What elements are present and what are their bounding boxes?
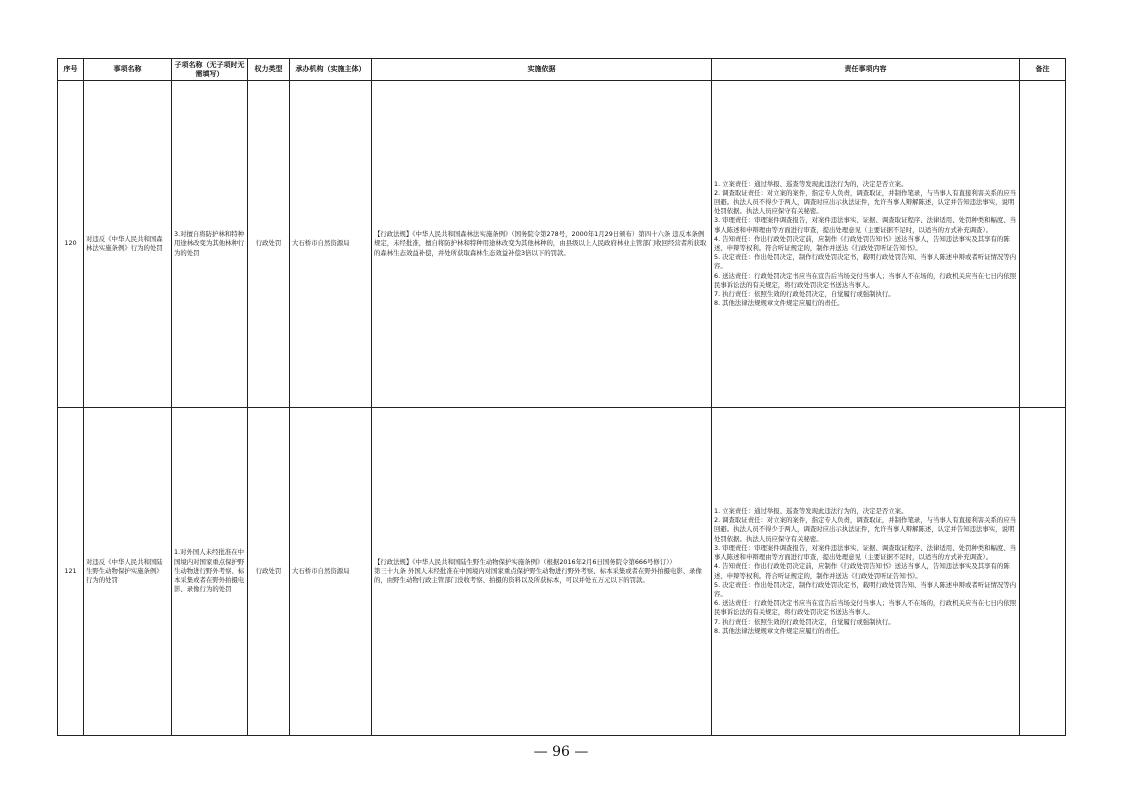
row-sub-item: 3.对擅自将防护林和特种用途林改变为其他林种行为的处罚 — [172, 81, 248, 408]
row-power-type: 行政处罚 — [248, 408, 290, 736]
row-basis: 【行政法规】《中华人民共和国陆生野生动物保护实施条例》（根据2016年2月6日国务院令第666号修订）） 第三十九条 外国人未经批准在中国境内对国家重点保护野生动物进行野外考察、标本采集或者在野外拍摄电影、录像的，由野生动物行政主管部门没收考察、拍摄的资料以及所获标本，可以并处五万元以下的罚款。 — [372, 408, 712, 736]
row-duty: 1. 立案责任：通过举报、巡查等发现此违法行为的，决定是否立案。 2. 调查取证责任：对立案的案件，指定专人负责，调查取证，并制作笔录，与当事人有直接利害关系的应当回避。执法人员不得少于两人，调查时应出示执法证件，允许当事人辩解陈述，认定并告知违法事实，说明处罚依据。执法人员应保守有关秘密。 3. 审理责任：审理案件调查报告，对案件违法事实、证据、调查取证程序、法律适用、处罚种类和幅度、当事人陈述和申辩理由等方面进行审查，提出处理意见（主要证据不足时，以适当的方式补充调查）。 4. 告知责任：作出行政处罚决定前，应制作《行政处罚告知书》送达当事人，告知违法事实及其享有的陈述、申辩等权利。符合听证规定的，制作并送达《行政处罚听证告知书》。 5. 决定责任：作出处罚决定，制作行政处罚决定书，载明行政处罚告知、当事人陈述申辩或者听证情况等内容。 6. 送达责任：行政处罚决定书应当在宣告后当场交付当事人；当事人不在场的，行政机关应当在七日内依照民事诉讼法的有关规定，将行政处罚决定书送达当事人。 7. 执行责任：依照生效的行政处罚决定，自觉履行或强制执行。 8. 其他法律法规规章文件规定应履行的责任。 — [712, 81, 1020, 408]
row-seq: 121 — [58, 408, 84, 736]
row-item-name: 对违反《中华人民共和国森林法实施条例》行为的处罚 — [84, 81, 172, 408]
header-seq: 序号 — [58, 59, 84, 81]
row-organization: 大石桥市自然资源局 — [290, 81, 372, 408]
header-organization: 承办机构（实施主体） — [290, 59, 372, 81]
header-note: 备注 — [1020, 59, 1066, 81]
row-duty: 1. 立案责任：通过举报、巡查等发现此违法行为的，决定是否立案。 2. 调查取证责任：对立案的案件，指定专人负责，调查取证，并制作笔录，与当事人有直接利害关系的应当回避。执法人员不得少于两人，调查时应出示执法证件，允许当事人辩解陈述，认定并告知违法事实，说明处罚依据。执法人员应保守有关秘密。 3. 审理责任：审理案件调查报告，对案件违法事实、证据、调查取证程序、法律适用、处罚种类和幅度、当事人陈述和申辩理由等方面进行审查，提出处理意见（主要证据不足时，以适当的方式补充调查）。 4. 告知责任：作出行政处罚决定前，应制作《行政处罚告知书》送达当事人，告知违法事实及其享有的陈述、申辩等权利。符合听证规定的，制作并送达《行政处罚听证告知书》。 5. 决定责任：作出处罚决定，制作行政处罚决定书，载明行政处罚告知、当事人陈述申辩或者听证情况等内容。 6. 送达责任：行政处罚决定书应当在宣告后当场交付当事人；当事人不在场的，行政机关应当在七日内依照民事诉讼法的有关规定，将行政处罚决定书送达当事人。 7. 执行责任：依照生效的行政处罚决定，自觉履行或强制执行。 8. 其他法律法规规章文件规定应履行的责任。 — [712, 408, 1020, 736]
page-number: — 96 — — [533, 744, 589, 760]
table-header-row — [58, 59, 1066, 81]
row-note — [1020, 408, 1066, 736]
header-basis: 实施依据 — [372, 59, 712, 81]
table-row — [58, 408, 1066, 736]
row-item-name: 对违反《中华人民共和国陆生野生动物保护实施条例》行为的处罚 — [84, 408, 172, 736]
row-note — [1020, 81, 1066, 408]
row-seq: 120 — [58, 81, 84, 408]
row-power-type: 行政处罚 — [248, 81, 290, 408]
header-sub-item: 子项名称（无子项时无需填写） — [172, 59, 248, 81]
header-item-name: 事项名称 — [84, 59, 172, 81]
authority-table — [57, 58, 1066, 736]
row-sub-item: 1.对外国人未经批准在中国境内对国家重点保护野生动物进行野外考察、标本采集或者在野外拍摄电影、录像行为的处罚 — [172, 408, 248, 736]
header-duty: 责任事项内容 — [712, 59, 1020, 81]
row-organization: 大石桥市自然资源局 — [290, 408, 372, 736]
header-power-type: 权力类型 — [248, 59, 290, 81]
row-basis: 【行政法规】《中华人民共和国森林法实施条例》（国务院令第278号，2000年1月29日颁布）第四十六条 违反本条例规定，未经批准，擅自将防护林和特种用途林改变为其他林种的，由县级以上人民政府林业主管部门收回经营者所获取的森林生态效益补偿，并处所获取森林生态效益补偿3倍以下的罚款。 — [372, 81, 712, 408]
table-row — [58, 81, 1066, 408]
